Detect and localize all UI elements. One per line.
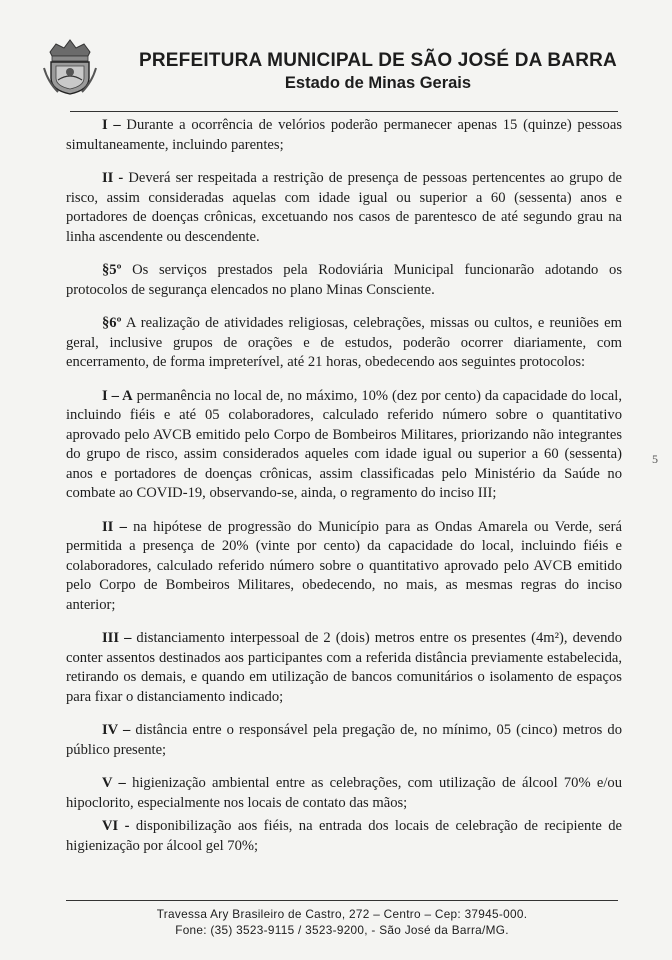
paragraph-text: Deverá ser respeitada a restrição de presença de pessoas pertencentes ao grupo de risco, assim consideradas aquelas com idade igual ou superior a 60 (sessenta) anos e portadores de doenças crônicas, excetuando nos casos de parentesco de até segundo grau na linha ascendente ou descendente.: [66, 170, 622, 245]
footer-phone: Fone: (35) 3523-9115 / 3523-9200, - São José da Barra/MG.: [175, 923, 509, 937]
document-body: [66, 116, 622, 870]
page-number: 5: [652, 452, 658, 466]
paragraph-religious-inciso-i: [66, 387, 622, 504]
paragraph-velorios-inciso-i: [66, 116, 622, 155]
letterhead-title: PREFEITURA MUNICIPAL DE SÃO JOSÉ DA BARRA: [139, 50, 617, 71]
paragraph-prefix: V –: [102, 775, 126, 791]
paragraph-religious-inciso-vi: [66, 817, 622, 856]
paragraph-prefix: I – A: [102, 387, 133, 404]
footer-address: Travessa Ary Brasileiro de Castro, 272 – Centro – Cep: 37945-000.: [156, 907, 528, 921]
paragraph-prefix: III –: [102, 630, 132, 646]
paragraph-prefix: I –: [102, 117, 121, 133]
letterhead-subtitle: Estado de Minas Gerais: [284, 74, 472, 92]
paragraph-text: Os serviços prestados pela Rodoviária Municipal funcionarão adotando os protocolos de segurança elencados no plano Minas Consciente.: [66, 262, 622, 298]
paragraph-text: distância entre o responsável pela pregação de, no mínimo, 05 (cinco) metros do público presente;: [66, 722, 622, 758]
paragraph-section-6: [66, 314, 622, 373]
municipal-coat-of-arms-icon: [42, 38, 98, 96]
paragraph-prefix: IV –: [102, 722, 131, 738]
paragraph-text: A realização de atividades religiosas, celebrações, missas ou cultos, e reuniões em geral, inclusive grupos de orações e de estudos, poderão ocorrer diariamente, com encerramento, de forma impreterível, até 21 horas, obedecendo aos seguintes protocolos:: [66, 315, 622, 370]
paragraph-section-5: [66, 261, 622, 300]
paragraph-prefix: §6º: [102, 315, 122, 331]
paragraph-text: disponibilização aos fiéis, na entrada dos locais de celebração de recipiente de higienização por álcool gel 70%;: [66, 818, 622, 854]
paragraph-religious-inciso-iv: [66, 721, 622, 760]
paragraph-text: higienização ambiental entre as celebrações, com utilização de álcool 70% e/ou hipoclorito, especialmente nos locais de contato das mãos;: [66, 775, 622, 811]
paragraph-text: distanciamento interpessoal de 2 (dois) metros entre os presentes (4m²), devendo conter assentos destinados aos participantes com a referida distância previamente estabelecida, retirando os demais, e quando em utilização de bancos comunitários o isolamento de espaços para fixar o distanciamento indicado;: [66, 630, 623, 705]
letterhead: [38, 36, 638, 106]
paragraph-religious-inciso-iii: [66, 629, 622, 707]
letterhead-footer: [66, 906, 618, 938]
paragraph-prefix: II -: [102, 170, 124, 186]
paragraph-prefix: VI -: [102, 818, 130, 834]
paragraph-religious-inciso-ii: [66, 518, 622, 616]
paragraph-prefix: §5º: [102, 262, 122, 278]
header-divider: [70, 111, 618, 112]
paragraph-text: na hipótese de progressão do Município para as Ondas Amarela ou Verde, será permitida a presença de 20% (vinte por cento) da capacidade do local, incluindo fiéis e colaboradores, calculado referido número sobre o quantitativo aprovado pelo AVCB emitido pelo Corpo de Bombeiros Militares, obedecendo, no mais, as mesmas regras do inciso anterior;: [66, 518, 622, 613]
paragraph-velorios-inciso-ii: [66, 169, 622, 247]
paragraph-text: permanência no local de, no máximo, 10% (dez por cento) da capacidade do local, incluindo fiéis e até 05 colaboradores, calculado referido número sobre o quantitativo aprovado pelo AVCB emitido pelo Corpo de Bombeiros Militares, priorizando não integrantes do grupo de risco, assim considerados aqueles com idade igual ou superior a 60 (sessenta) anos e portadores de doenças crônicas, assim classificadas pelo Ministério da Saúde no combate ao COVID-19, observando-se, ainda, o regramento do inciso III;: [66, 387, 622, 501]
paragraph-religious-inciso-v: [66, 774, 622, 813]
paragraph-prefix: II –: [102, 518, 127, 535]
footer-divider: [66, 900, 618, 901]
paragraph-text: Durante a ocorrência de velórios poderão permanecer apenas 15 (quinze) pessoas simultaneamente, incluindo parentes;: [66, 117, 622, 153]
